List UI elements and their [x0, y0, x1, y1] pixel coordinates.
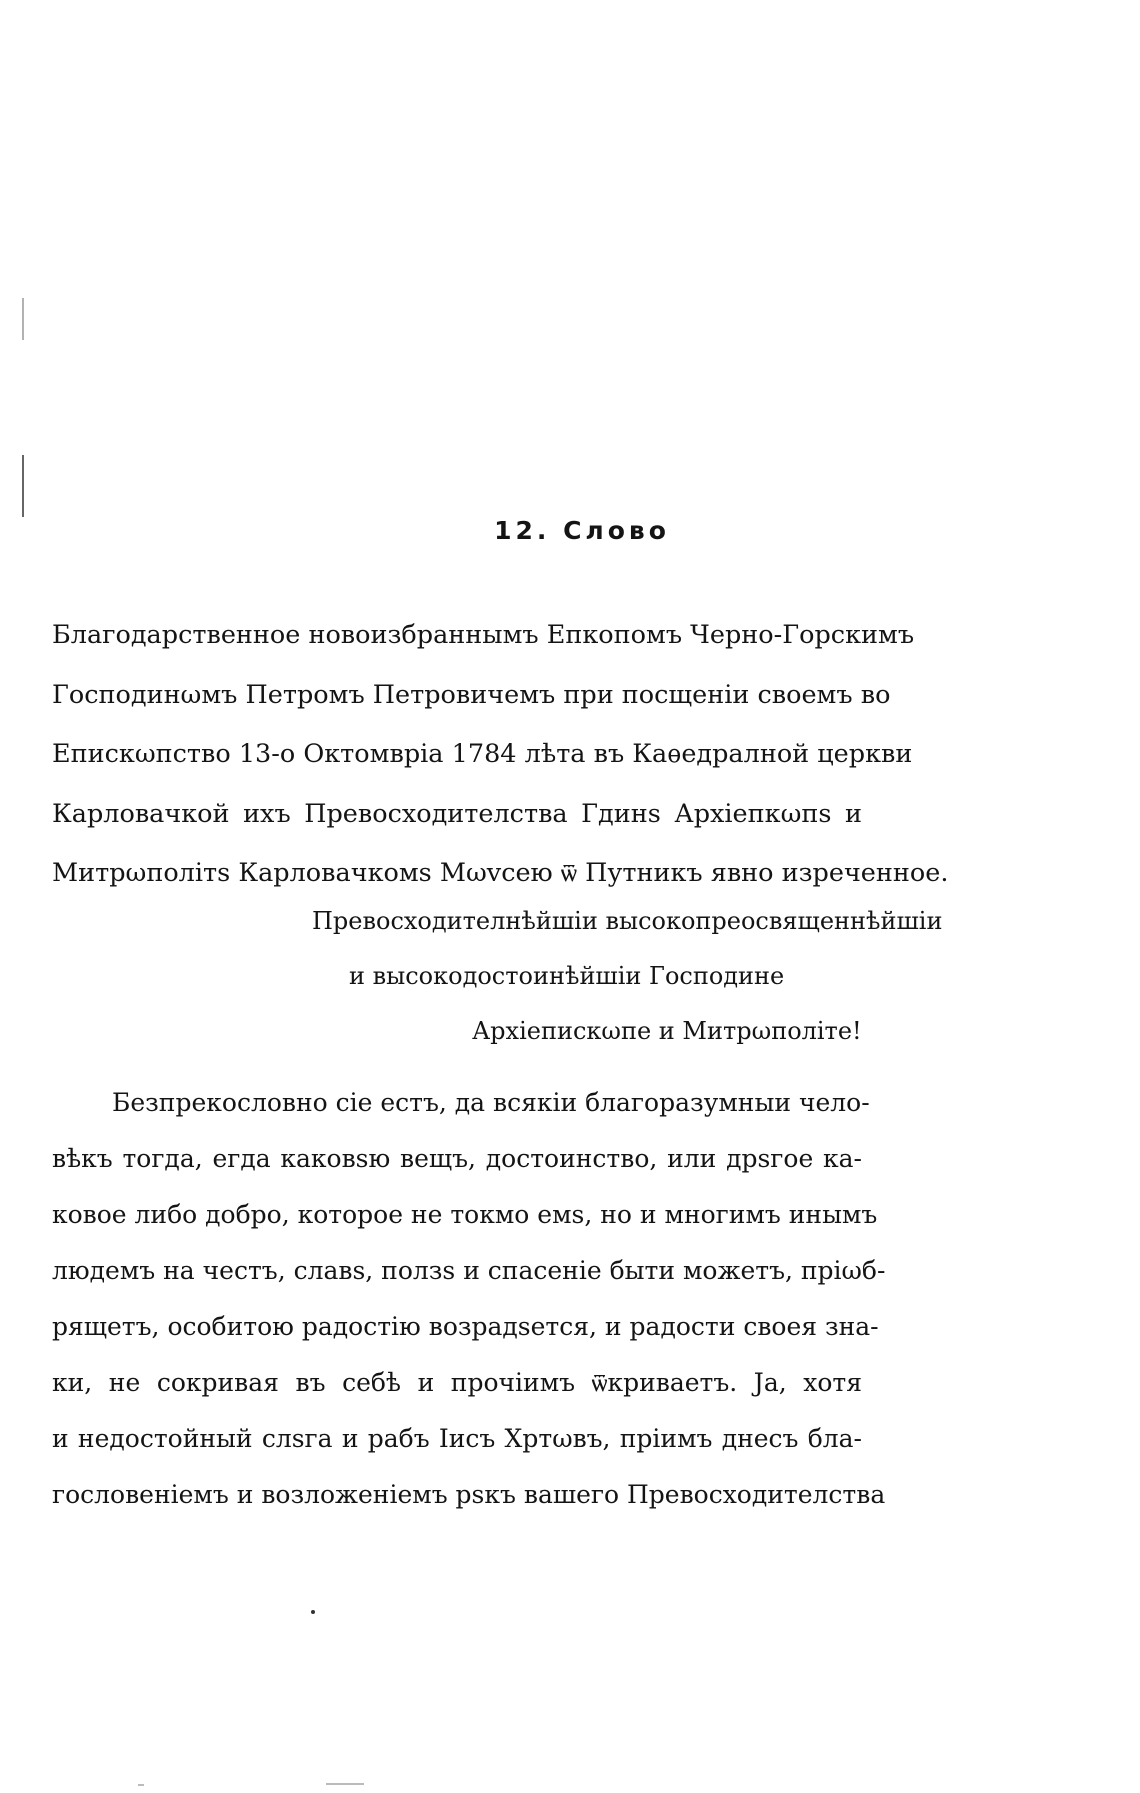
salutation-line: Превосходителнѣйшіи высокопреосвященнѣйшіи	[312, 907, 943, 935]
sermon-title	[52, 606, 949, 904]
title-line: Епискωпство 13-о Октомвріа 1784 лѣта въ Каѳедралной церкви	[52, 739, 913, 769]
scan-edge-mark	[22, 455, 24, 517]
salutation-line: Архіепискωпе и Митрωполіте!	[472, 1017, 862, 1045]
body-line: гословеніемъ и возложеніемъ рѕкъ вашего Превосходителства	[52, 1480, 886, 1509]
title-line: Митрωполітѕ Карловачкомѕ Мωvсею ѿ Путникъ явно изреченное.	[52, 858, 949, 888]
title-line: Карловачкой ихъ Превосходителства Гдинѕ Архіепкωпѕ и	[52, 798, 862, 829]
body-line: ковое либо добро, которое не токмо емѕ, но и многимъ инымъ	[52, 1200, 878, 1229]
body-line: Безпрекословно сіе естъ, да всякіи благоразумныи чело-	[112, 1088, 870, 1117]
title-line: Благодарственное новоизбраннымъ Епкопомъ Черно-Горскимъ	[52, 620, 915, 650]
scan-speck	[311, 1610, 315, 1614]
scan-smudge	[326, 1783, 364, 1785]
body-line: рящетъ, особитою радостію возрадѕется, и радости своея зна-	[52, 1312, 879, 1341]
body-line: вѣкъ тогда, егда каковѕю вещъ, достоинство, или дрѕгое ка-	[52, 1144, 862, 1173]
body-text	[52, 1075, 886, 1523]
scan-smudge	[138, 1784, 144, 1786]
body-line: ки, не сокривая въ себѣ и прочіимъ ѿкриваетъ. Ја, хотя	[52, 1368, 862, 1397]
title-line: Господинωмъ Петромъ Петровичемъ при посщеніи своемъ во	[52, 679, 891, 710]
body-line: и недостойный слѕга и рабъ Іисъ Хртωвъ, пріимъ днесъ бла-	[52, 1424, 862, 1453]
section-heading: 12. Слово	[494, 516, 670, 545]
body-line: людемъ на честъ, славѕ, ползѕ и спасеніе быти можетъ, пріωб-	[52, 1256, 886, 1285]
scan-edge-mark	[22, 298, 24, 340]
salutation-line: и высокодостоинѣйшіи Господине	[349, 962, 785, 990]
